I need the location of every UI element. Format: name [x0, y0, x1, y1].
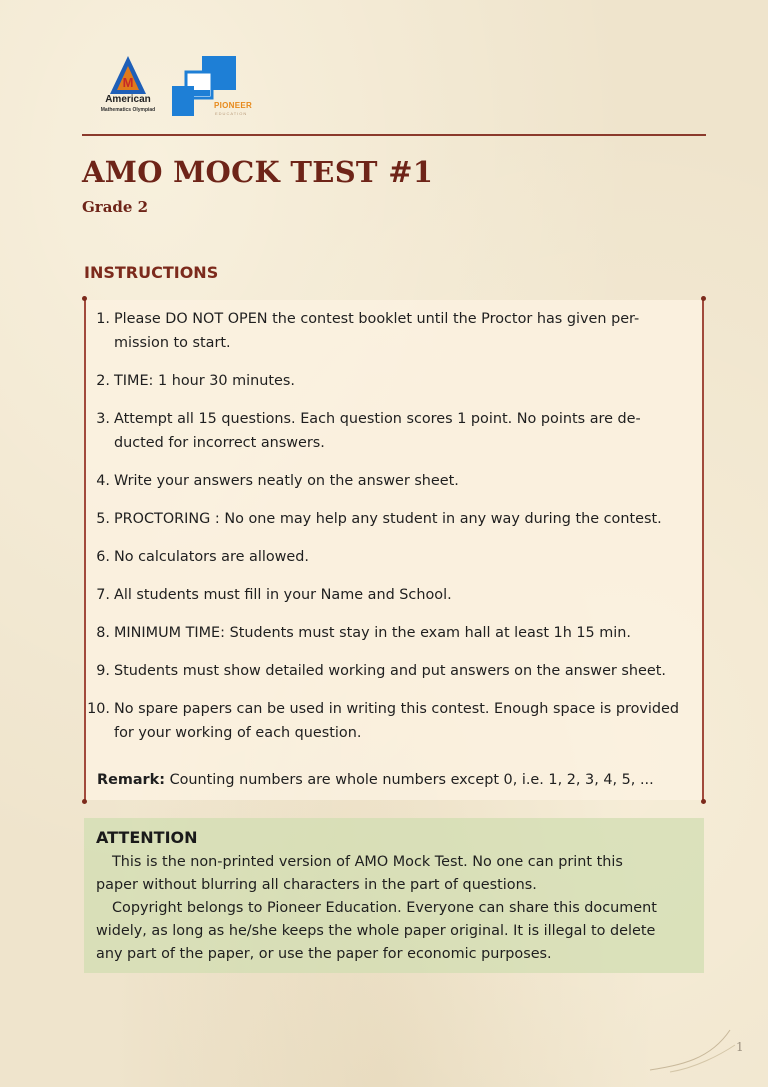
list-item-text: All students must fill in your Name and School. — [114, 587, 452, 603]
list-item — [86, 369, 702, 393]
pioneer-logo — [172, 56, 272, 120]
instructions-list — [86, 307, 702, 759]
list-item-number: 2. — [96, 373, 110, 389]
list-item-text: No spare papers can be used in writing this contest. Enough space is provided — [114, 701, 680, 717]
list-item — [86, 407, 702, 455]
list-item — [86, 697, 702, 745]
list-item — [86, 545, 702, 569]
list-item-number: 8. — [96, 625, 110, 641]
header-rule — [82, 134, 706, 136]
list-item — [86, 583, 702, 607]
list-item-number: 6. — [96, 549, 110, 565]
attention-paragraph — [96, 897, 686, 966]
amo-logo-wordmark: American — [105, 94, 151, 105]
list-item-text: MINIMUM TIME: Students must stay in the exam hall at least 1h 15 min. — [114, 625, 631, 641]
list-item-text: No calculators are allowed. — [114, 549, 309, 565]
frame-corner-dot — [701, 799, 706, 804]
frame-corner-dot — [82, 296, 87, 301]
grade-subtitle: Grade 2 — [82, 198, 149, 216]
amo-logo-icon — [106, 56, 150, 96]
list-item — [86, 659, 702, 683]
list-item-number: 3. — [96, 411, 110, 427]
attention-body — [96, 851, 686, 966]
corner-flourish-icon — [640, 1010, 740, 1080]
list-item-text: Write your answers neatly on the answer sheet. — [114, 473, 459, 489]
list-item-text: ducted for incorrect answers. — [114, 435, 325, 451]
attention-line: any part of the paper, or use the paper for economic purposes. — [96, 946, 552, 962]
list-item — [86, 507, 702, 531]
list-item — [86, 621, 702, 645]
list-item-number: 4. — [96, 473, 110, 489]
attention-line: This is the non-printed version of AMO Mock Test. No one can print this — [112, 854, 623, 870]
list-item-number: 7. — [96, 587, 110, 603]
list-item-number: 1. — [96, 311, 110, 327]
attention-line: Copyright belongs to Pioneer Education. Everyone can share this document — [112, 900, 657, 916]
remark-text: Counting numbers are whole numbers except 0, i.e. 1, 2, 3, 4, 5, ... — [169, 772, 654, 788]
frame-corner-dot — [701, 296, 706, 301]
list-item-number: 5. — [96, 511, 110, 527]
pioneer-logo-subtitle: EDUCATION — [215, 111, 248, 116]
attention-heading: ATTENTION — [96, 828, 198, 847]
page-title: AMO MOCK TEST #1 — [82, 155, 434, 189]
list-item — [86, 469, 702, 493]
list-item-text: Please DO NOT OPEN the contest booklet until the Proctor has given per- — [114, 311, 640, 327]
page-number: 1 — [736, 1040, 744, 1054]
list-item-text: Students must show detailed working and put answers on the answer sheet. — [114, 663, 666, 679]
instructions-panel — [84, 300, 704, 800]
svg-text:M: M — [122, 75, 134, 90]
list-item — [86, 307, 702, 355]
list-item-text: for your working of each question. — [114, 725, 362, 741]
list-item-number: 9. — [96, 663, 110, 679]
attention-panel — [84, 818, 704, 973]
remark-label: Remark: — [97, 772, 165, 788]
list-item-text: PROCTORING : No one may help any student in any way during the contest. — [114, 511, 662, 527]
pioneer-logo-wordmark: PIONEER — [214, 101, 253, 110]
attention-paragraph — [96, 851, 686, 897]
amo-logo — [92, 56, 164, 120]
instructions-heading: INSTRUCTIONS — [84, 263, 219, 282]
frame-corner-dot — [82, 799, 87, 804]
attention-line: widely, as long as he/she keeps the whole paper original. It is illegal to delete — [96, 923, 656, 939]
list-item-text: mission to start. — [114, 335, 231, 351]
list-item-number: 10. — [87, 701, 110, 717]
amo-logo-subtitle: Mathematics Olympiad — [100, 107, 156, 113]
list-item-text: Attempt all 15 questions. Each question scores 1 point. No points are de- — [114, 411, 641, 427]
list-item-text: TIME: 1 hour 30 minutes. — [114, 373, 295, 389]
attention-line: paper without blurring all characters in the part of questions. — [96, 877, 537, 893]
remark — [97, 768, 654, 792]
